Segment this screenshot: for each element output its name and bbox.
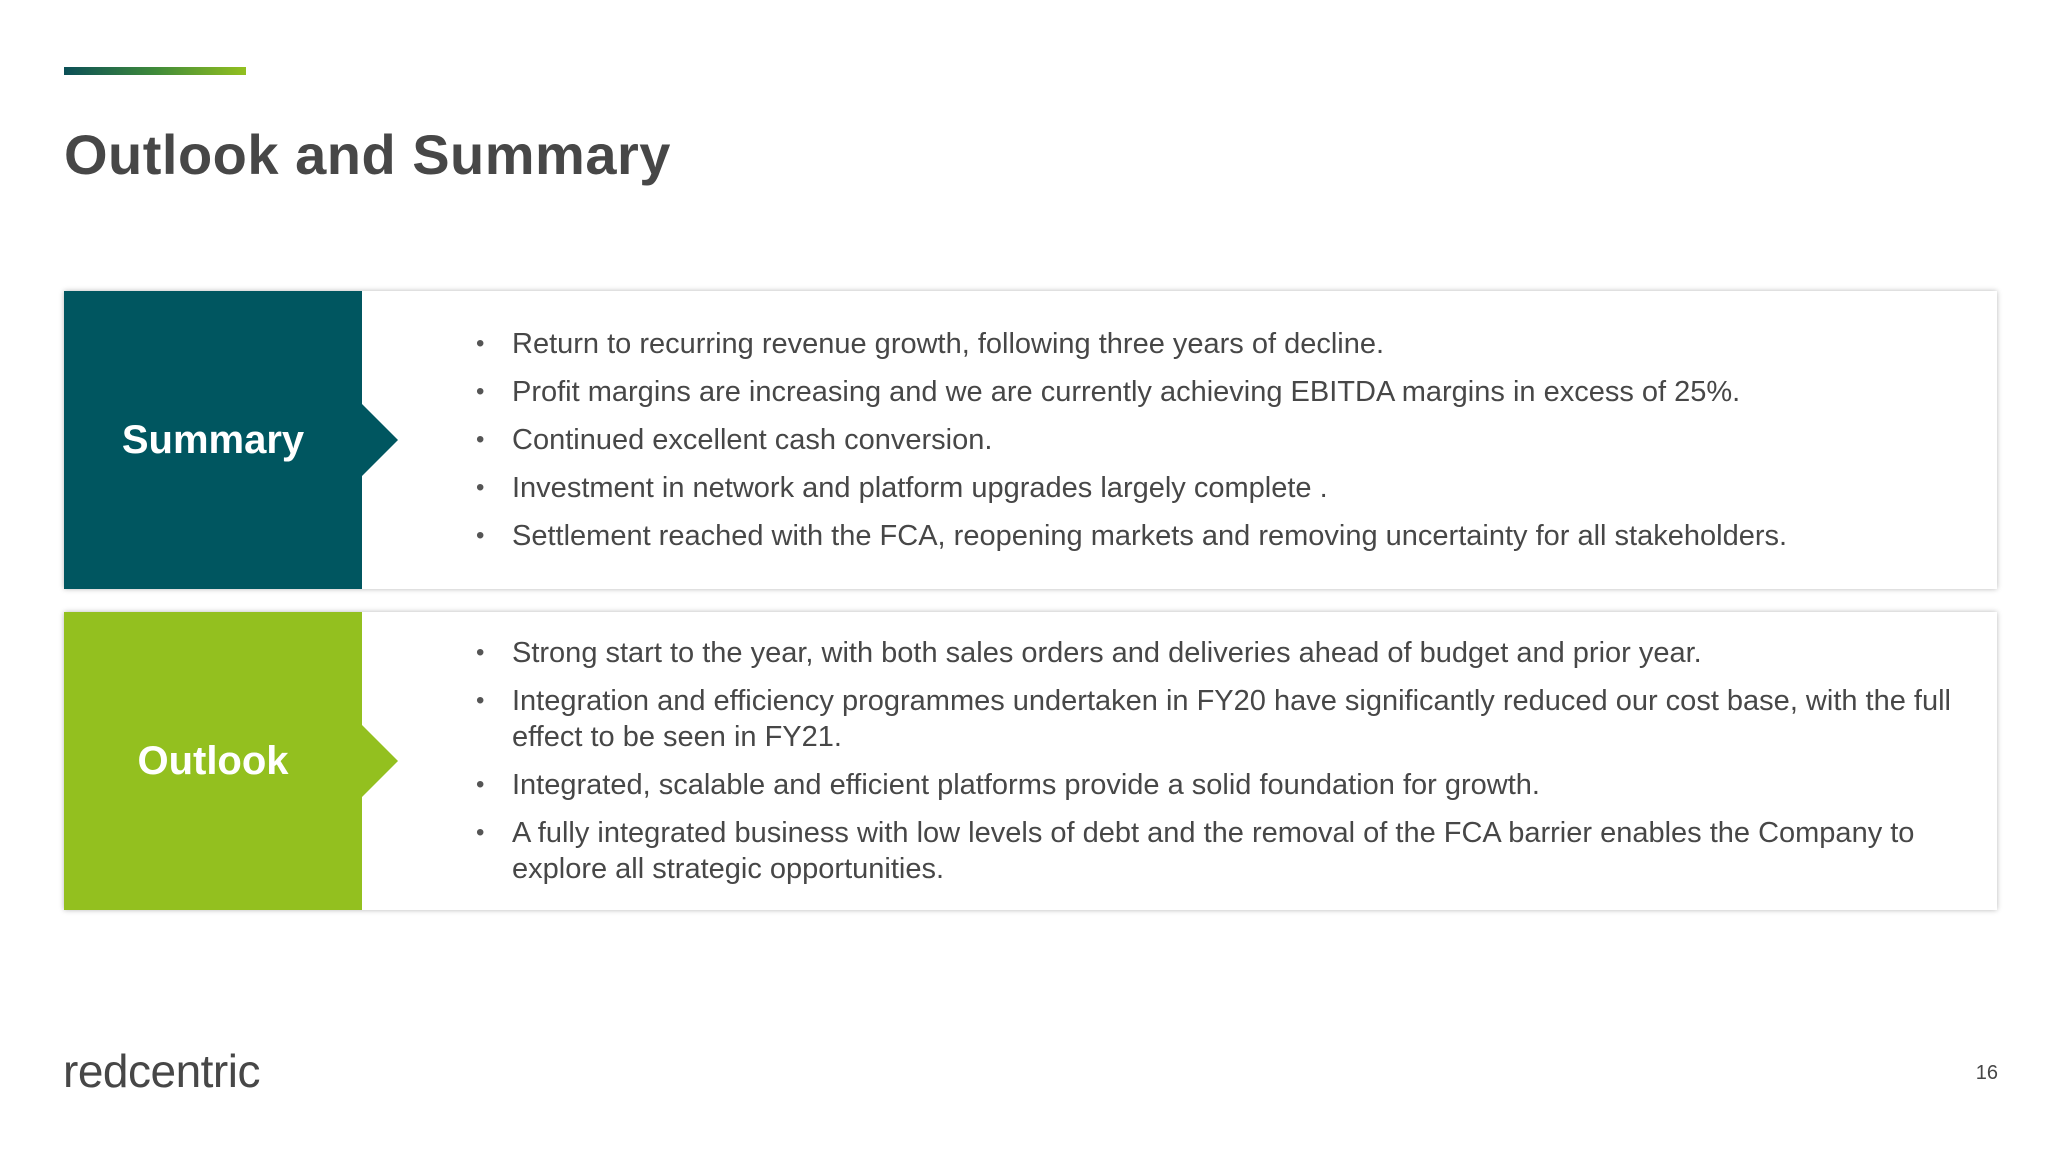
outlook-panel xyxy=(64,612,1997,910)
title-accent-bar xyxy=(64,67,246,75)
summary-panel xyxy=(64,291,1997,589)
summary-bullet-list xyxy=(450,291,1957,589)
outlook-bullet: • Integrated, scalable and efficient platforms provide a solid foundation for growth. xyxy=(450,767,1957,803)
outlook-bullet: • Integration and efficiency programmes undertaken in FY20 have significantly reduced our cost base, with the full effect to be seen in FY21. xyxy=(450,683,1957,755)
page-title: Outlook and Summary xyxy=(64,123,671,186)
summary-bullet: • Settlement reached with the FCA, reopening markets and removing uncertainty for all stakeholders. xyxy=(450,518,1957,554)
outlook-bullet-list xyxy=(450,612,1957,910)
summary-bullet: • Profit margins are increasing and we are currently achieving EBITDA margins in excess of 25%. xyxy=(450,374,1957,410)
outlook-bullet: • A fully integrated business with low levels of debt and the removal of the FCA barrier enables the Company to explore all strategic opportunities. xyxy=(450,815,1957,887)
summary-bullet: • Return to recurring revenue growth, following three years of decline. xyxy=(450,326,1957,362)
page-number: 16 xyxy=(1975,1062,1998,1084)
outlook-label: Outlook xyxy=(64,612,362,910)
summary-bullet: • Continued excellent cash conversion. xyxy=(450,422,1957,458)
outlook-bullet: • Strong start to the year, with both sales orders and deliveries ahead of budget and prior year. xyxy=(450,635,1957,671)
summary-bullet: • Investment in network and platform upgrades largely complete . xyxy=(450,470,1957,506)
summary-label: Summary xyxy=(64,291,362,589)
company-logo: redcentric xyxy=(63,1045,260,1097)
